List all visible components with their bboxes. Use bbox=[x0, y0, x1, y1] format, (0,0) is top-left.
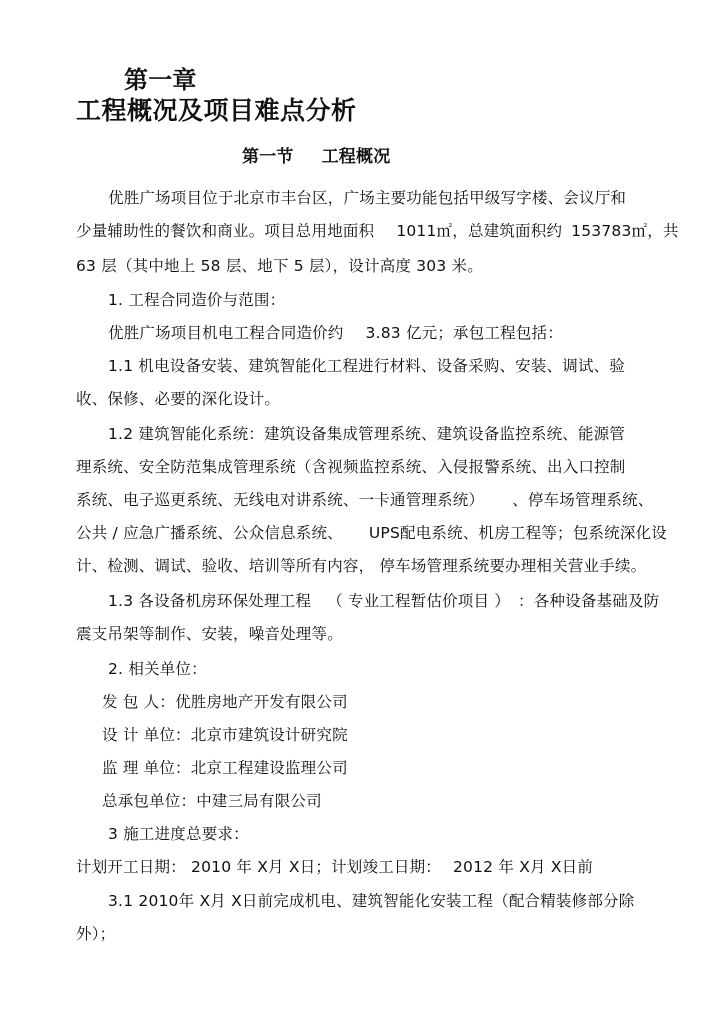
s13-line-1 bbox=[108, 591, 659, 611]
s12-line-3-b: 、停车场管理系统、 bbox=[512, 491, 654, 509]
s12-line-4-a: 公共 / 应急广播系统、公众信息系统、 bbox=[76, 524, 343, 542]
item3-heading: 3 施工进度总要求： bbox=[108, 825, 249, 843]
s12-line-3 bbox=[76, 490, 654, 510]
intro-line-2 bbox=[76, 221, 679, 241]
schedule-dates-b: 2012 年 X月 X日前 bbox=[453, 858, 594, 876]
chapter-number: 第一章 bbox=[124, 66, 197, 94]
chapter-title: 工程概况及项目难点分析 bbox=[76, 96, 357, 125]
unit-role: 发 包 人： bbox=[102, 693, 176, 711]
unit-row bbox=[102, 791, 322, 811]
s13-line-1-c: ：各种设备基础及防 bbox=[518, 592, 660, 610]
s31-line-2: 外）； bbox=[76, 925, 116, 943]
s12-line-4-b: UPS配电系统、机房工程等；包系统深化设 bbox=[368, 524, 667, 542]
intro-line-2-b: 1011㎡，总建筑面积约 bbox=[396, 222, 563, 240]
s12-line-3-a: 系统、电子巡更系统、无线电对讲系统、一卡通管理系统） bbox=[76, 491, 485, 509]
unit-row bbox=[102, 758, 348, 778]
unit-name: 北京工程建设监理公司 bbox=[190, 759, 348, 777]
s11-line-2: 收、保修、必要的深化设计。 bbox=[76, 390, 281, 408]
item2-heading: 2. 相关单位： bbox=[108, 660, 207, 678]
s12-line-5: 计、检测、调试、验收、培训等所有内容， 停车场管理系统要办理相关营业手续。 bbox=[76, 557, 647, 575]
schedule-dates bbox=[76, 857, 593, 877]
item1-heading: 1. 工程合同造价与范围： bbox=[108, 291, 286, 309]
section-name: 工程概况 bbox=[321, 147, 391, 167]
s31-line-1: 3.1 2010年 X月 X日前完成机电、建筑智能化安装工程（配合精装修部分除 bbox=[108, 892, 635, 910]
section-number: 第一节 bbox=[242, 147, 294, 167]
s13-line-2: 震支吊架等制作、安装，噪音处理等。 bbox=[76, 625, 343, 643]
section-heading bbox=[242, 146, 390, 168]
unit-name: 中建三局有限公司 bbox=[196, 792, 322, 810]
contract-price bbox=[108, 323, 563, 343]
s12-line-2: 理系统、安全防范集成管理系统（含视频监控系统、入侵报警系统、出入口控制 bbox=[76, 458, 626, 476]
s11-line-1: 1.1 机电设备安装、建筑智能化工程进行材料、设备采购、安装、调试、验 bbox=[108, 357, 626, 375]
unit-name: 优胜房地产开发有限公司 bbox=[175, 693, 348, 711]
contract-price-a: 优胜广场项目机电工程合同造价约 bbox=[108, 324, 344, 342]
s13-line-1-a: 1.3 各设备机房环保处理工程 bbox=[108, 592, 312, 610]
unit-row bbox=[102, 725, 348, 745]
intro-line-3: 63 层（其中地上 58 层、地下 5 层），设计高度 303 米。 bbox=[76, 257, 483, 275]
unit-name: 北京市建筑设计研究院 bbox=[190, 726, 348, 744]
schedule-dates-a: 计划开工日期： 2010 年 X月 X日；计划竣工日期： bbox=[76, 858, 441, 876]
unit-role: 总承包单位： bbox=[102, 792, 197, 810]
s12-line-1: 1.2 建筑智能化系统：建筑设备集成管理系统、建筑设备监控系统、能源管 bbox=[108, 425, 626, 443]
unit-row bbox=[102, 692, 348, 712]
s13-line-1-b: （ 专业工程暂估价项目 ） bbox=[327, 592, 511, 610]
s12-line-4 bbox=[76, 523, 667, 543]
intro-line-2-a: 少量辅助性的餐饮和商业。项目总用地面积 bbox=[76, 222, 375, 240]
intro-line-1: 优胜广场项目位于北京市丰台区，广场主要功能包括甲级写字楼、会议厅和 bbox=[108, 189, 627, 207]
unit-role: 设 计 单位： bbox=[102, 726, 191, 744]
intro-line-2-c: 153783㎡，共 bbox=[571, 222, 679, 240]
unit-role: 监 理 单位： bbox=[102, 759, 191, 777]
contract-price-b: 3.83 亿元；承包工程包括： bbox=[365, 324, 563, 342]
